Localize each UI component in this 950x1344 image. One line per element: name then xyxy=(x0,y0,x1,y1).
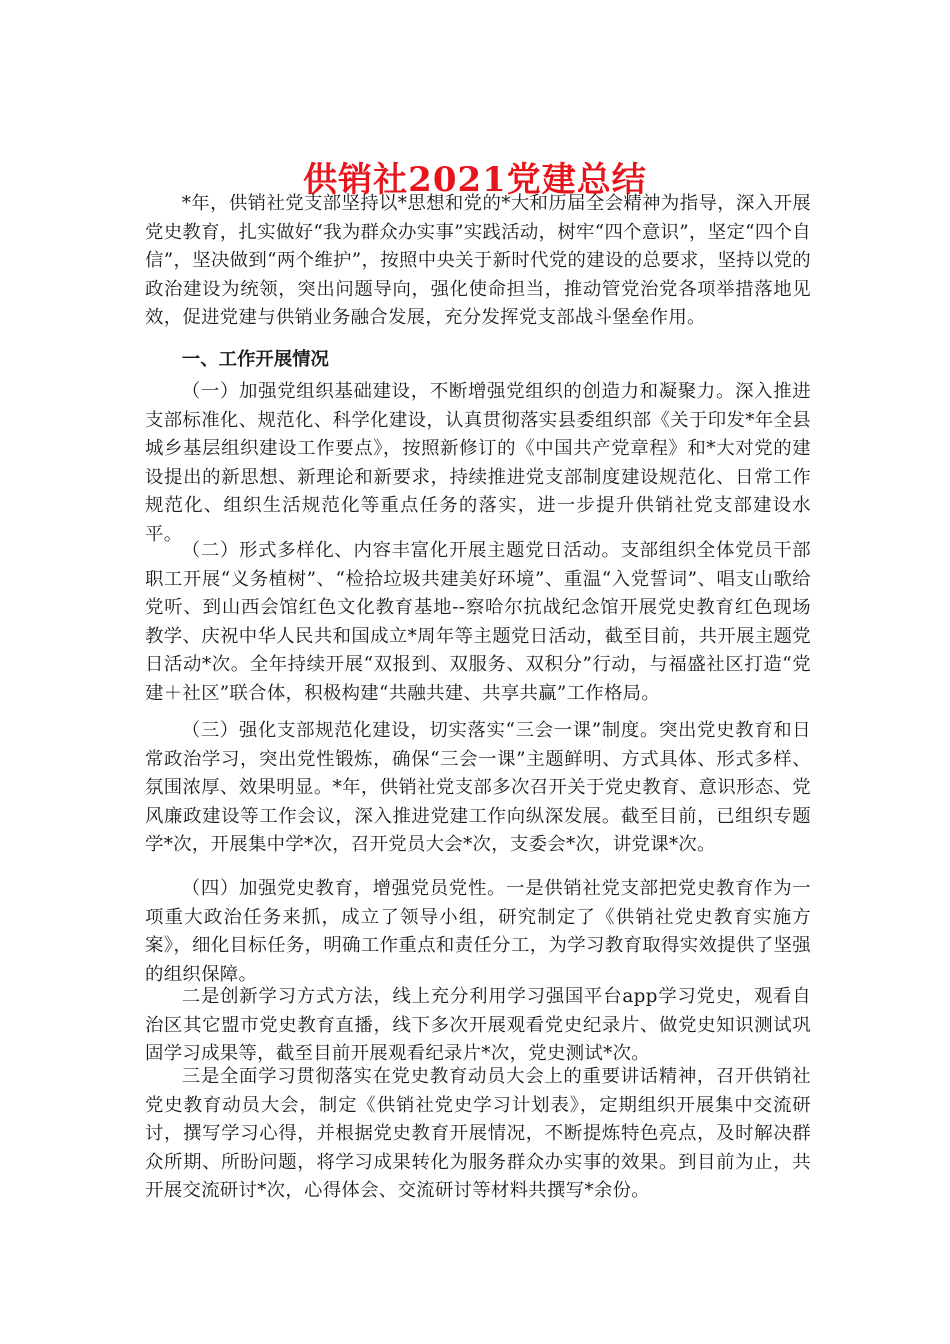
document-title: 供销社2021党建总结 xyxy=(303,159,647,200)
section-heading: 一、工作开展情况 xyxy=(181,349,329,370)
paragraph-4: （四）加强党史教育，增强党员党性。一是供销社党支部把党史教育作为一项重大政治任务来抓，成立了领导小组，研究制定了《供销社党史教育实施方案》，细化目标任务，明确工作重点和责任分工，为学习教育取得实效提供了坚强的组织保障。 xyxy=(145,878,811,985)
paragraph-1: （一）加强党组织基础建设，不断增强党组织的创造力和凝聚力。深入推进支部标准化、规范化、科学化建设，认真贯彻落实县委组织部《关于印发*年全县城乡基层组织建设工作要点》，按照新修订的《中国共产党章程》和*大对党的建设提出的新思想、新理论和新要求，持续推进党支部制度建设规范化、日常工作规范化、组织生活规范化等重点任务的落实，进一步提升供销社党支部建设水平。 xyxy=(145,381,811,545)
intro-paragraph: *年，供销社党支部坚持以*思想和党的*大和历届全会精神为指导，深入开展党史教育，扎实做好“我为群众办实事”实践活动，树牢“四个意识”，坚定“四个自信”，坚决做到“两个维护”，按照中央关于新时代党的建设的总要求，坚持以党的政治建设为统领，突出问题导向，强化使命担当，推动管党治党各项举措落地见效，促进党建与供销业务融合发展，充分发挥党支部战斗堡垒作用。 xyxy=(145,193,811,329)
paragraph-6: 三是全面学习贯彻落实在党史教育动员大会上的重要讲话精神，召开供销社党史教育动员大会，制定《供销社党史学习计划表》，定期组织开展集中交流研讨，撰写学习心得，并根据党史教育开展情况，不断提炼特色亮点，及时解决群众所期、所盼问题，将学习成果转化为服务群众办实事的效果。到目前为止，共开展交流研讨*次，心得体会、交流研讨等材料共撰写*余份。 xyxy=(145,1066,811,1202)
paragraph-2: （二）形式多样化、内容丰富化开展主题党日活动。支部组织全体党员干部职工开展“义务植树”、“检拾垃圾共建美好环境”、重温“入党誓词”、唱支山歌给党听、到山西会馆红色文化教育基地--察哈尔抗战纪念馆开展党史教育红色现场教学、庆祝中华人民共和国成立*周年等主题党日活动，截至目前，共开展主题党日活动*次。全年持续开展“双报到、双服务、双积分”行动，与福盛社区打造“党建＋社区”联合体，积极构建“共融共建、共享共赢”工作格局。 xyxy=(145,540,811,704)
paragraph-5: 二是创新学习方式方法，线上充分利用学习强国平台app学习党史，观看自治区其它盟市党史教育直播，线下多次开展观看党史纪录片、做党史知识测试巩固学习成果等，截至目前开展观看纪录片*次，党史测试*次。 xyxy=(145,986,811,1065)
paragraph-3: （三）强化支部规范化建设，切实落实“三会一课”制度。突出党史教育和日常政治学习，突出党性锻炼，确保“三会一课”主题鲜明、方式具体、形式多样、氛围浓厚、效果明显。*年，供销社党支部多次召开关于党史教育、意识形态、党风廉政建设等工作会议，深入推进党建工作向纵深发展。截至目前，已组织专题学*次，开展集中学*次，召开党员大会*次，支委会*次，讲党课*次。 xyxy=(145,720,811,856)
